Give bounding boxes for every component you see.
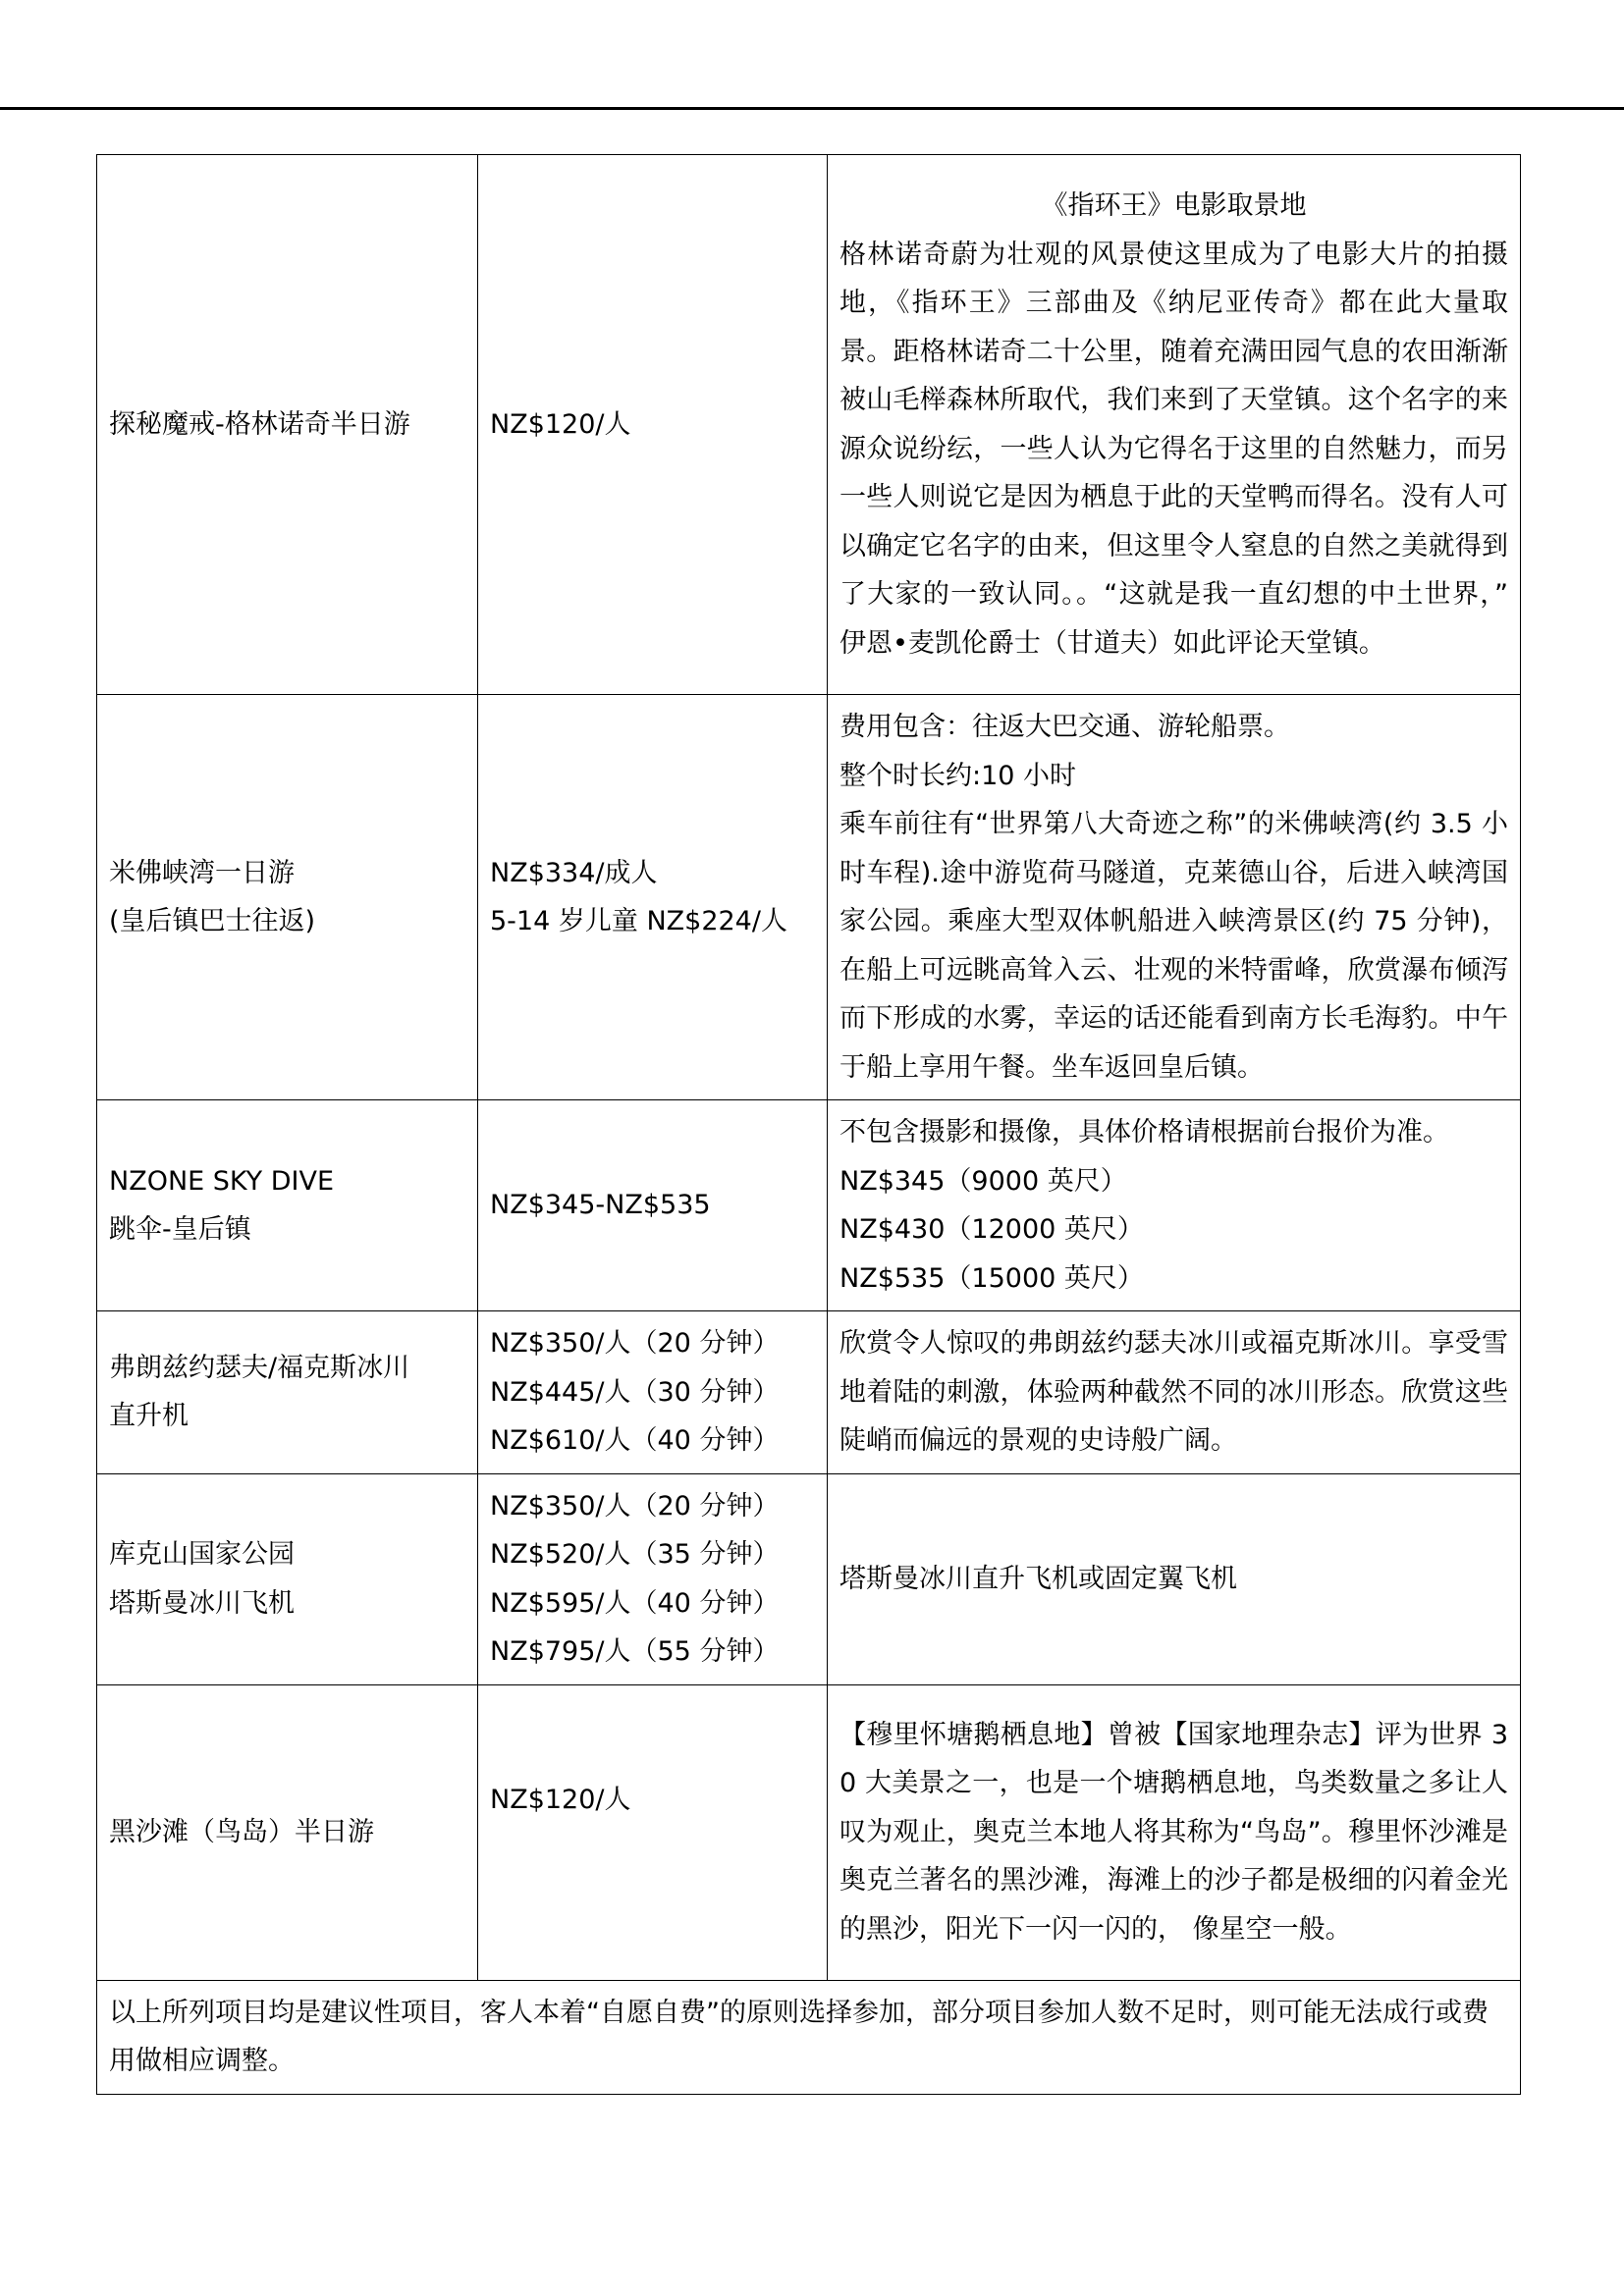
tour-description: NZ$535（15000 英尺） <box>839 1262 1144 1294</box>
tour-price: NZ$610/人（40 分钟） <box>490 1425 780 1456</box>
tour-name: 弗朗兹约瑟夫/福克斯冰川 <box>109 1352 410 1383</box>
tour-name: 探秘魔戒-格林诺奇半日游 <box>109 408 410 440</box>
table-row <box>97 1684 1521 1980</box>
tour-name-sub: 塔斯曼冰川飞机 <box>109 1587 295 1619</box>
tour-description: 欣赏令人惊叹的弗朗兹约瑟夫冰川或福克斯冰川。享受雪地着陆的刺激，体验两种截然不同的冰川形态。欣赏这些陡峭而偏远的景观的史诗般广阔。 <box>839 1328 1508 1456</box>
tour-price: NZ$334/成人 <box>490 857 658 888</box>
tour-name-cell <box>97 695 478 1100</box>
tour-price: NZ$520/人（35 分钟） <box>490 1539 780 1570</box>
tour-description-cell <box>828 1473 1521 1684</box>
tour-name-cell <box>97 1473 478 1684</box>
tour-price-cell <box>478 155 828 695</box>
disclaimer-note: 以上所列项目均是建议性项目，客人本着“自愿自费”的原则选择参加，部分项目参加人数不足时，则可能无法成行或费用做相应调整。 <box>109 1997 1489 2076</box>
tour-description-cell <box>828 1100 1521 1311</box>
tour-name: NZONE SKY DIVE <box>109 1165 335 1197</box>
tour-name-sub: (皇后镇巴士往返) <box>109 906 316 936</box>
tour-description-title: 《指环王》电影取景地 <box>1041 190 1307 221</box>
tour-price: NZ$795/人（55 分钟） <box>490 1636 780 1667</box>
tour-price-cell <box>478 1473 828 1684</box>
tour-description-cell <box>828 1311 1521 1474</box>
tour-description: NZ$345（9000 英尺） <box>839 1165 1127 1197</box>
header-rule <box>0 107 1624 110</box>
table-row <box>97 1473 1521 1684</box>
tour-price: NZ$345-NZ$535 <box>490 1190 711 1221</box>
tour-description-cell <box>828 695 1521 1100</box>
tour-name-cell <box>97 1100 478 1311</box>
tour-price: NZ$350/人（20 分钟） <box>490 1490 780 1522</box>
table-row <box>97 695 1521 1100</box>
tour-name: 库克山国家公园 <box>109 1539 295 1570</box>
table-row <box>97 155 1521 695</box>
tour-price-cell <box>478 1100 828 1311</box>
tour-price-cell <box>478 1684 828 1980</box>
tour-price: NZ$120/人 <box>490 1784 631 1815</box>
tour-price: NZ$350/人（20 分钟） <box>490 1328 780 1359</box>
note-cell <box>97 1980 1521 2094</box>
tour-description: 格林诺奇蔚为壮观的风景使这里成为了电影大片的拍摄地，《指环王》三部曲及《纳尼亚传奇》都在此大量取景。距格林诺奇二十公里，随着充满田园气息的农田渐渐被山毛榉森林所取代，我们来到了天堂镇。这个名字的来源众说纷纭，一些人认为它得名于这里的自然魅力，而另一些人则说它是因为栖息于此的天堂鸭而得名。没有人可以确定它名字的由来，但这里令人窒息的自然之美就得到了大家的一致认同。。“这就是我一直幻想的中土世界，” 伊恩•麦凯伦爵士（甘道夫）如此评论天堂镇。 <box>839 239 1508 659</box>
tour-description: 塔斯曼冰川直升飞机或固定翼飞机 <box>839 1563 1237 1594</box>
tour-price: NZ$120/人 <box>490 408 631 440</box>
tour-name-sub: 直升机 <box>109 1401 189 1432</box>
tour-description: 不包含摄影和摄像，具体价格请根据前台报价为准。 <box>839 1117 1449 1148</box>
tour-name: 黑沙滩（鸟岛）半日游 <box>109 1816 374 1847</box>
tour-price: 5-14 岁儿童 NZ$224/人 <box>490 906 787 936</box>
tour-description: NZ$430（12000 英尺） <box>839 1214 1144 1245</box>
tour-price-cell <box>478 695 828 1100</box>
table-row <box>97 1100 1521 1311</box>
tour-description: 费用包含：往返大巴交通、游轮船票。 <box>839 712 1290 742</box>
tour-price: NZ$595/人（40 分钟） <box>490 1587 780 1619</box>
tour-price-cell <box>478 1311 828 1474</box>
tour-description: 【穆里怀塘鹅栖息地】曾被【国家地理杂志】评为世界 30 大美景之一，也是一个塘鹅栖息地，鸟类数量之多让人叹为观止，奥克兰本地人将其称为“鸟岛”。穆里怀沙滩是奥克兰著名的黑沙滩，海滩上的沙子都是极细的闪着金光的黑沙，阳光下一闪一闪的， 像星空一般。 <box>839 1719 1508 1945</box>
tour-name-cell <box>97 1311 478 1474</box>
tour-description: 整个时长约:10 小时 <box>839 760 1077 791</box>
tour-name-sub: 跳伞-皇后镇 <box>109 1214 251 1245</box>
tour-name-cell <box>97 1684 478 1980</box>
tour-description-cell <box>828 155 1521 695</box>
tour-description: 乘车前往有“世界第八大奇迹之称”的米佛峡湾(约 3.5 小时车程).途中游览荷马隧道，克莱德山谷，后进入峡湾国家公园。乘座大型双体帆船进入峡湾景区(约 75 分钟)，在船上可远眺高耸入云、壮观的米特雷峰，欣赏瀑布倾泻而下形成的水雾，幸运的话还能看到南方长毛海豹。中午于船上享用午餐。坐车返回皇后镇。 <box>839 809 1508 1083</box>
tour-name-cell <box>97 155 478 695</box>
optional-tours-table <box>96 154 1521 2095</box>
table-row-note <box>97 1980 1521 2094</box>
table-row <box>97 1311 1521 1474</box>
tour-description-cell <box>828 1684 1521 1980</box>
tour-name: 米佛峡湾一日游 <box>109 857 295 888</box>
tour-price: NZ$445/人（30 分钟） <box>490 1376 780 1408</box>
